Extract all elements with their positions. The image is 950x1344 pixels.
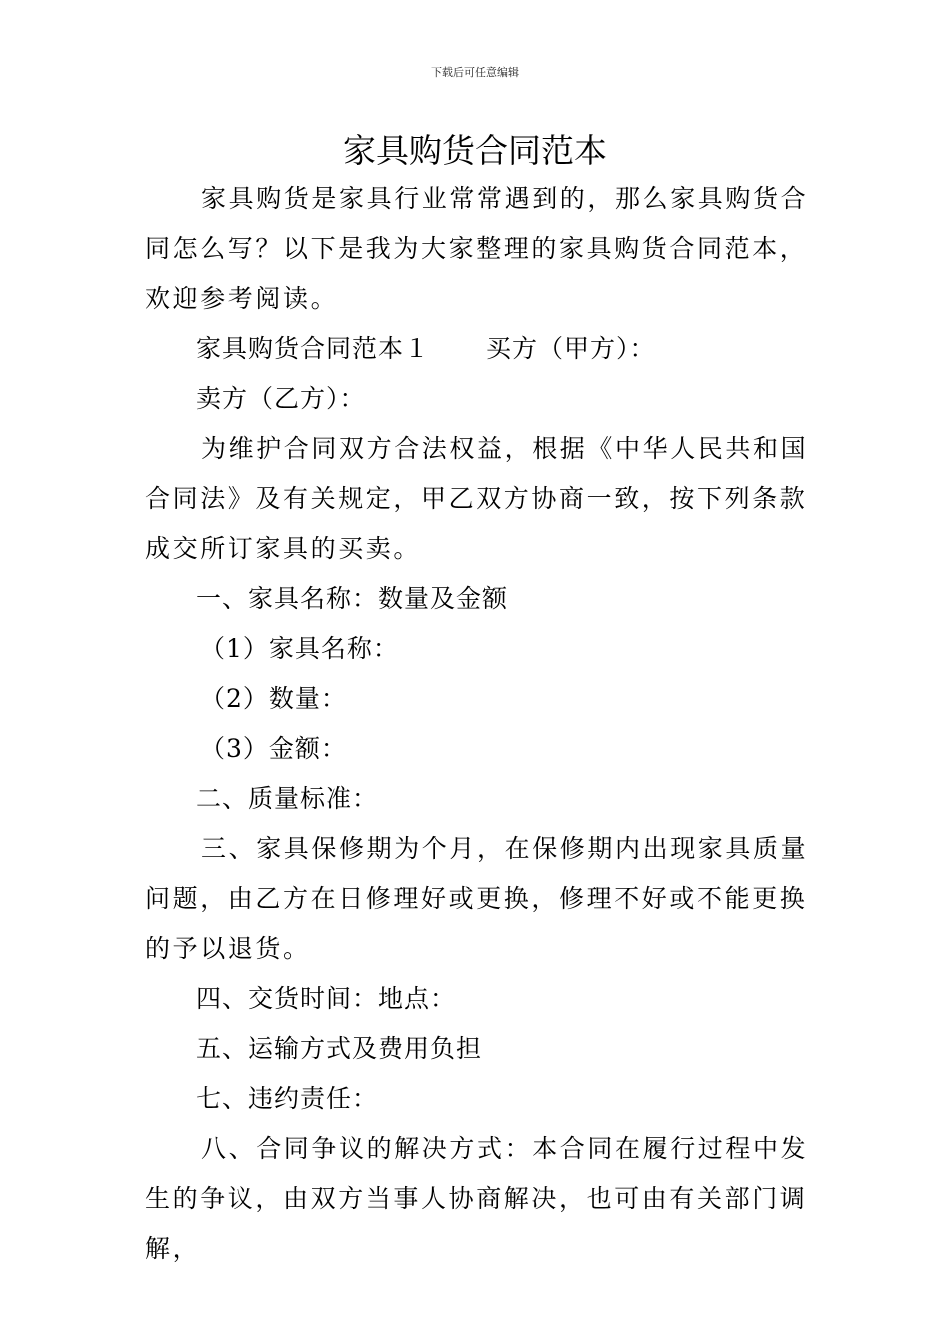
seller-label: 卖方（乙方）：	[196, 384, 366, 413]
preamble-paragraph: 为维护合同双方合法权益，根据《中华人民共和国合同法》及有关规定，甲乙双方协商一致，按下列条款成交所订家具的买卖。	[145, 434, 809, 563]
clause-4: 四、交货时间：地点：	[196, 984, 457, 1013]
clause-5: 五、运输方式及费用负担	[196, 1034, 483, 1063]
clause-8: 八、合同争议的解决方式：本合同在履行过程中发生的争议，由双方当事人协商解决，也可由有关部门调解，	[145, 1134, 809, 1263]
intro-paragraph: 家具购货是家具行业常常遇到的，那么家具购货合同怎么写？以下是我为大家整理的家具购货合同范本，欢迎参考阅读。	[145, 184, 809, 313]
clause-1-item-3: （3）金额：	[200, 734, 347, 763]
buyer-label: 买方（甲方）：	[486, 334, 656, 363]
document-body	[145, 174, 809, 1274]
contract-heading: 家具购货合同范本１	[196, 334, 431, 363]
clause-1-item-2: （2）数量：	[200, 684, 347, 713]
clause-2: 二、质量标准：	[196, 784, 379, 813]
page-title: 家具购货合同范本	[343, 131, 607, 170]
clause-7: 七、违约责任：	[196, 1084, 379, 1113]
clause-3: 三、家具保修期为个月，在保修期内出现家具质量问题，由乙方在日修理好或更换，修理不好或不能更换的予以退货。	[145, 834, 809, 963]
header-note: 下载后可任意编辑	[431, 66, 519, 79]
clause-1: 一、家具名称：数量及金额	[196, 584, 509, 613]
clause-1-item-1: （1）家具名称：	[200, 634, 399, 663]
contract-heading-line	[145, 324, 809, 374]
